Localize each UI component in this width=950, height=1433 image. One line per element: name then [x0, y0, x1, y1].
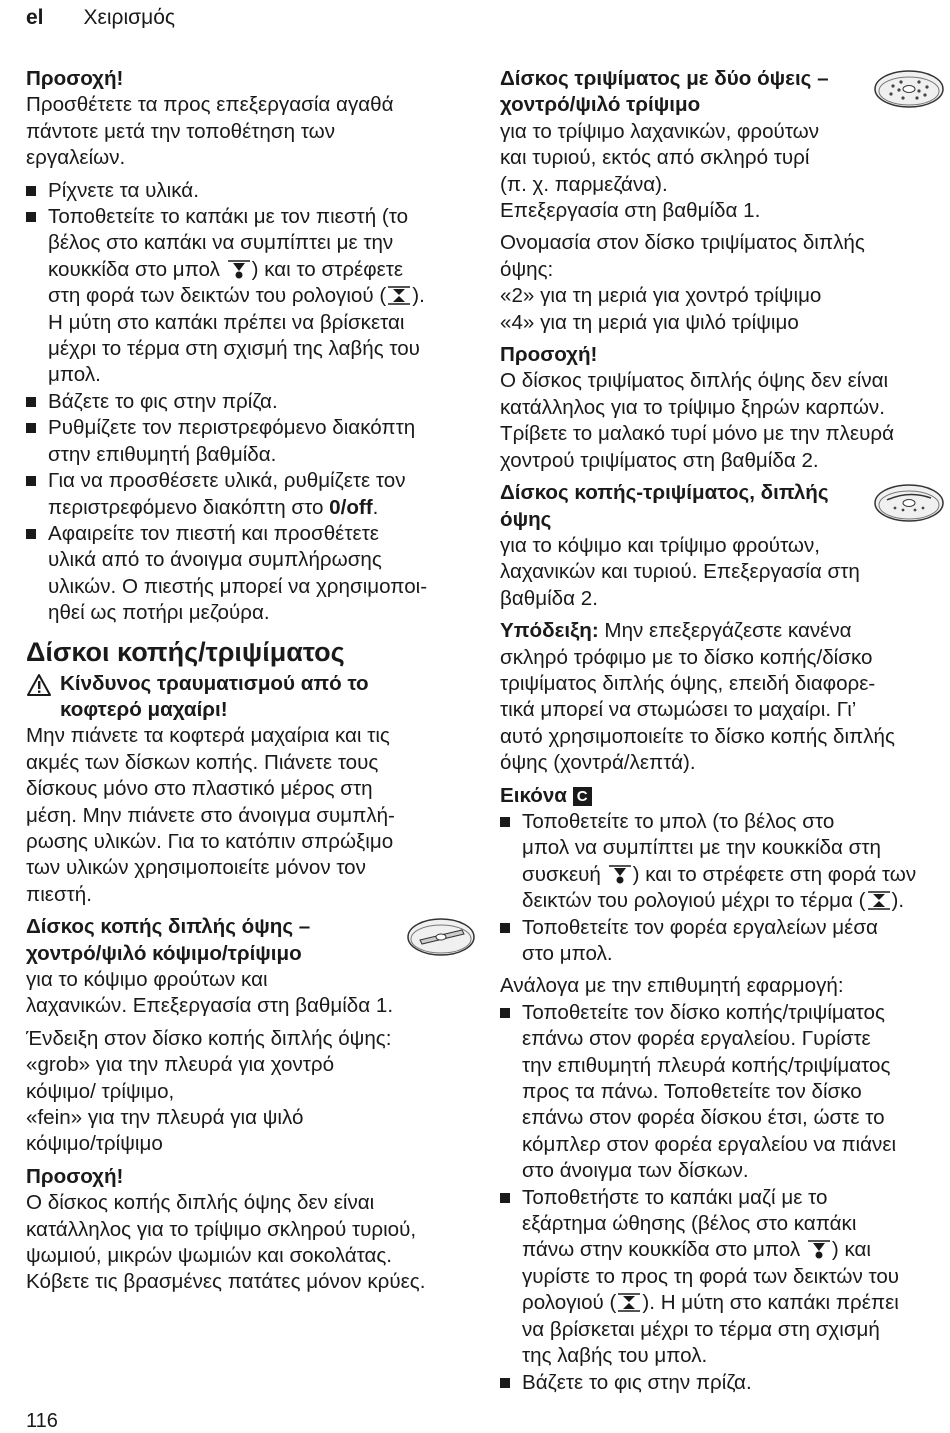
right-column [500, 66, 945, 1396]
text-line: Τοποθετείτε το μπολ (το βέλος στο [522, 809, 835, 833]
text-line: ). [412, 284, 425, 308]
text-line: Κόβετε τις βρασμένες πατάτες μόνον κρύες. [26, 1270, 426, 1294]
text-line: Προσθέτετε τα προς επεξεργασία αγαθά [26, 93, 394, 117]
caution-heading: Προσοχή! [26, 1164, 124, 1188]
text-line: για το τρίψιμο λαχανικών, φρούτων [500, 119, 820, 143]
list-item [500, 809, 945, 915]
text-line: την επιθυμητή πλευρά κοπής/τριψίματος [522, 1053, 891, 1077]
page-header [26, 4, 175, 32]
disc-description [26, 967, 476, 1020]
text-line: επάνω στον φορέα δίσκου έτσι, ώστε το [522, 1106, 885, 1130]
text-line: ψωμιού, μικρών ψωμιών και σοκολάτας. [26, 1244, 393, 1268]
text-line: χοντρό/ψιλό κόψιμο/τρίψιμο [26, 941, 302, 965]
warning-text [26, 723, 476, 908]
text-line: τικά μπορεί να στωμώσει το μαχαίρι. Γι’ [500, 698, 857, 722]
list-item [500, 1185, 945, 1370]
note-text [500, 618, 945, 776]
bullet-square-icon [26, 186, 36, 196]
text-line: επάνω στον φορέα εργαλείου. Γυρίστε [522, 1027, 871, 1051]
page-number: 116 [26, 1410, 58, 1432]
text-line: όψης: [500, 257, 554, 281]
text-line: Για να προσθέσετε υλικά, ρυθμίζετε τον [48, 469, 406, 493]
text-line: τριψίματος διπλής όψης, επειδή διαφορε- [500, 671, 876, 695]
align-dot-icon [607, 864, 633, 884]
text-line: Ρυθμίζετε τον περιστρεφόμενο διακόπτη [48, 416, 416, 440]
text-line: ηθεί ως ποτήρι μεζούρα. [48, 601, 270, 625]
text-line: ) και [831, 1238, 871, 1262]
text-line: λαχανικών και τυριού. Επεξεργασία στη [500, 560, 860, 584]
bullet-square-icon [500, 923, 510, 933]
left-column [26, 66, 476, 1296]
text-line: ). Η μύτη στο καπάκι πρέπει [642, 1291, 899, 1315]
text-line: να βρίσκεται μέχρι το τέρμα στη σχισμή [522, 1317, 880, 1341]
list-item [26, 415, 476, 468]
text-line: μέχρι το τέρμα στη σχισμή της λαβής του [48, 337, 420, 361]
text-line: βαθμίδα 2. [500, 586, 598, 610]
warning-triangle-icon [26, 673, 52, 697]
text-line: βέλος στο καπάκι να συμπίπτει με την [48, 231, 394, 255]
text-line: για το κόψιμο και τρίψιμο φρούτων, [500, 533, 821, 557]
text-line: στο μπολ. [522, 942, 613, 965]
text-line: λαχανικών. Επεξεργασία στη βαθμίδα 1. [26, 994, 394, 1018]
text-line: ) και το στρέφετε [251, 257, 404, 281]
text-line: ). [891, 889, 905, 913]
text-line: Η μύτη στο καπάκι πρέπει να βρίσκεται [48, 310, 405, 334]
note-heading: Υπόδειξη: [500, 619, 599, 643]
text-line: Επεξεργασία στη βαθμίδα 1. [500, 199, 761, 223]
text-line: της λαβής του μπολ. [522, 1344, 708, 1368]
disc-marking-text [26, 1026, 476, 1158]
bullet-square-icon [500, 1008, 510, 1018]
grating-disc-icon [873, 68, 945, 110]
text-line: Δίσκος κοπής διπλής όψης – [26, 915, 311, 939]
text-line: «grob» για την πλευρά για χοντρό [26, 1053, 335, 1077]
text-line: στην επιθυμητή βαθμίδα. [48, 442, 277, 466]
text-line: ) και το στρέφετε στη φορά των [632, 862, 917, 886]
slicing-disc-icon [406, 916, 476, 958]
caution-heading: Προσοχή! [26, 67, 124, 90]
text-line: προς τα πάνω. Τοποθετείτε τον δίσκο [522, 1080, 862, 1104]
list-item [26, 178, 476, 204]
switch-position-label: 0/off [329, 495, 373, 519]
text-line: εξάρτημα ώθησης (βέλος στο καπάκι [522, 1212, 857, 1236]
text-line: «fein» για την πλευρά για ψιλό [26, 1106, 304, 1130]
text-line: Ρίχνετε τα υλικά. [48, 178, 199, 202]
bullet-square-icon [26, 397, 36, 407]
text-line: κοφτερό μαχαίρι! [60, 697, 228, 721]
text-line: Τρίβετε το μαλακό τυρί μόνο με την πλευρά [500, 422, 894, 446]
text-line: συσκευή [522, 862, 607, 886]
text-line: Βάζετε το φις στην πρίζα. [522, 1370, 752, 1394]
text-line: Μην πιάνετε τα κοφτερά μαχαίρια και τις [26, 724, 390, 748]
text-line: ακμές των δίσκων κοπής. Πιάνετε τους [26, 750, 379, 774]
text-line: Τοποθετείτε τον φορέα εργαλείων μέσα [522, 915, 878, 939]
text-line: στη φορά των δεικτών του ρολογιού ( [48, 284, 387, 308]
text-line: κουκκίδα στο μπολ [48, 257, 226, 281]
list-item [500, 1370, 945, 1396]
figure-label: Εικόνα [500, 783, 567, 807]
text-line: υλικά από το άνοιγμα συμπλήρωσης [48, 548, 382, 572]
caution-text [26, 92, 476, 171]
text-line: κατάλληλος για το τρίψιμο σκληρού τυριού, [26, 1217, 417, 1241]
text-line: Ένδειξη στον δίσκο κοπής διπλής όψης: [26, 1026, 392, 1050]
disc-description [500, 119, 945, 225]
text-line: δεικτών του ρολογιού μέχρι το τέρμα ( [522, 889, 866, 913]
text-line: Μην επεξεργάζεστε κανένα [598, 619, 852, 643]
text-line: μπολ να συμπίπτει με την κουκκίδα στη [522, 836, 881, 860]
text-line: χοντρό/ψιλό τρίψιμο [500, 93, 701, 117]
text-line: σκληρό τρόφιμο με το δίσκο κοπής/δίσκο [500, 645, 873, 669]
bullet-square-icon [26, 476, 36, 486]
clockwise-lock-icon [386, 285, 412, 305]
text-line: ρωσης υλικών. Για το κατόπιν σπρώξιμο [26, 829, 394, 853]
text-line: μπολ. [48, 363, 101, 387]
text-line: στο άνοιγμα των δίσκων. [522, 1159, 749, 1183]
header-title: Χειρισμός [83, 6, 176, 29]
text-line: Ο δίσκος τριψίματος διπλής όψης δεν είναι [500, 369, 889, 393]
text-line: . [372, 495, 379, 519]
text-line: (π. χ. παρμεζάνα). [500, 172, 668, 196]
disc-heading [26, 914, 476, 967]
list-item [26, 468, 476, 521]
disc-marking-text [500, 230, 945, 336]
slicing-grating-disc-icon [873, 482, 945, 524]
align-dot-icon [806, 1239, 832, 1259]
clockwise-lock-icon [866, 890, 892, 910]
text-line: κατάλληλος για το τρίψιμο ξηρών καρπών. [500, 395, 885, 419]
text-line: Ο δίσκος κοπής διπλής όψης δεν είναι [26, 1191, 375, 1215]
text-line: και τυριού, εκτός από σκληρό τυρί [500, 146, 810, 170]
text-line: «2» για τη μεριά για χοντρό τρίψιμο [500, 284, 822, 308]
text-line: δίσκους μόνο στο πλαστικό μέρος στη [26, 777, 373, 801]
text-line: πάνω στην κουκκίδα στο μπολ [522, 1238, 806, 1262]
text-line: όψης [500, 507, 552, 531]
list-item [500, 1000, 945, 1185]
figure-heading [500, 783, 945, 809]
bullet-square-icon [500, 817, 510, 827]
text-line: εργαλείων. [26, 146, 126, 170]
text-line: μέση. Μην πιάνετε στο άνοιγμα συμπλή- [26, 803, 395, 827]
bullet-square-icon [26, 529, 36, 539]
list-item [26, 389, 476, 415]
clockwise-lock-icon [616, 1292, 642, 1312]
list-item [26, 521, 476, 627]
disc-heading [500, 480, 945, 533]
application-intro: Ανάλογα με την επιθυμητή εφαρμογή: [500, 974, 844, 998]
disc-description [500, 533, 945, 612]
text-line: αυτό χρησιμοποιείτε το δίσκο κοπής διπλής [500, 724, 895, 748]
text-line: υλικών. Ο πιεστής μπορεί να χρησιμοποι- [48, 574, 428, 598]
text-line: κόψιμο/τρίψιμο [26, 1132, 163, 1156]
text-line: Τοποθετείτε τον δίσκο κοπής/τριψίματος [522, 1000, 885, 1024]
align-dot-icon [226, 259, 252, 279]
text-line: Ονομασία στον δίσκο τριψίματος διπλής [500, 231, 865, 255]
caution-heading: Προσοχή! [500, 343, 598, 367]
text-line: πιεστή. [26, 882, 92, 906]
text-line: Τοποθετήστε το καπάκι μαζί με το [522, 1185, 828, 1209]
language-code: el [26, 6, 44, 29]
text-line: όψης (χοντρά/λεπτά). [500, 751, 696, 775]
bullet-square-icon [26, 423, 36, 433]
list-item [500, 915, 945, 968]
text-line: χοντρού τριψίματος στη βαθμίδα 2. [500, 448, 819, 472]
disc-heading [500, 66, 945, 119]
text-line: Τοποθετείτε το καπάκι με τον πιεστή (το [48, 205, 409, 229]
text-line: περιστρεφόμενο διακόπτη στο [48, 495, 330, 519]
caution-text [500, 368, 945, 474]
text-line: κόμπλερ στον φορέα εργαλείου να πιάνει [522, 1132, 897, 1156]
operation-steps-list [26, 178, 476, 627]
caution-text [26, 1190, 476, 1296]
figure-steps-list [500, 809, 945, 967]
text-line: των υλικών χρησιμοποιείτε μόνον τον [26, 856, 366, 880]
text-line: Κίνδυνος τραυματισμού από το [60, 671, 369, 695]
text-line: «4» για τη μεριά για ψιλό τρίψιμο [500, 310, 799, 334]
text-line: Δίσκος τριψίματος με δύο όψεις – [500, 67, 829, 90]
application-steps-list [500, 1000, 945, 1396]
text-line: ρολογιού ( [522, 1291, 617, 1315]
list-item [26, 204, 476, 389]
text-line: Αφαιρείτε τον πιεστή και προσθέτετε [48, 521, 379, 545]
text-line: Βάζετε το φις στην πρίζα. [48, 389, 278, 413]
text-line: Δίσκος κοπής-τριψίματος, διπλής [500, 481, 829, 505]
text-line: κόψιμο/ τρίψιμο, [26, 1079, 175, 1103]
figure-letter-badge: C [573, 787, 592, 806]
text-line: για το κόψιμο φρούτων και [26, 968, 268, 991]
bullet-square-icon [500, 1378, 510, 1388]
text-line: γυρίστε το προς τη φορά των δεικτών του [522, 1264, 900, 1288]
text-line: πάντοτε μετά την τοποθέτηση των [26, 119, 335, 143]
bullet-square-icon [26, 212, 36, 222]
warning-heading [26, 671, 476, 724]
bullet-square-icon [500, 1193, 510, 1203]
section-title: Δίσκοι κοπής/τριψίματος [26, 636, 345, 667]
